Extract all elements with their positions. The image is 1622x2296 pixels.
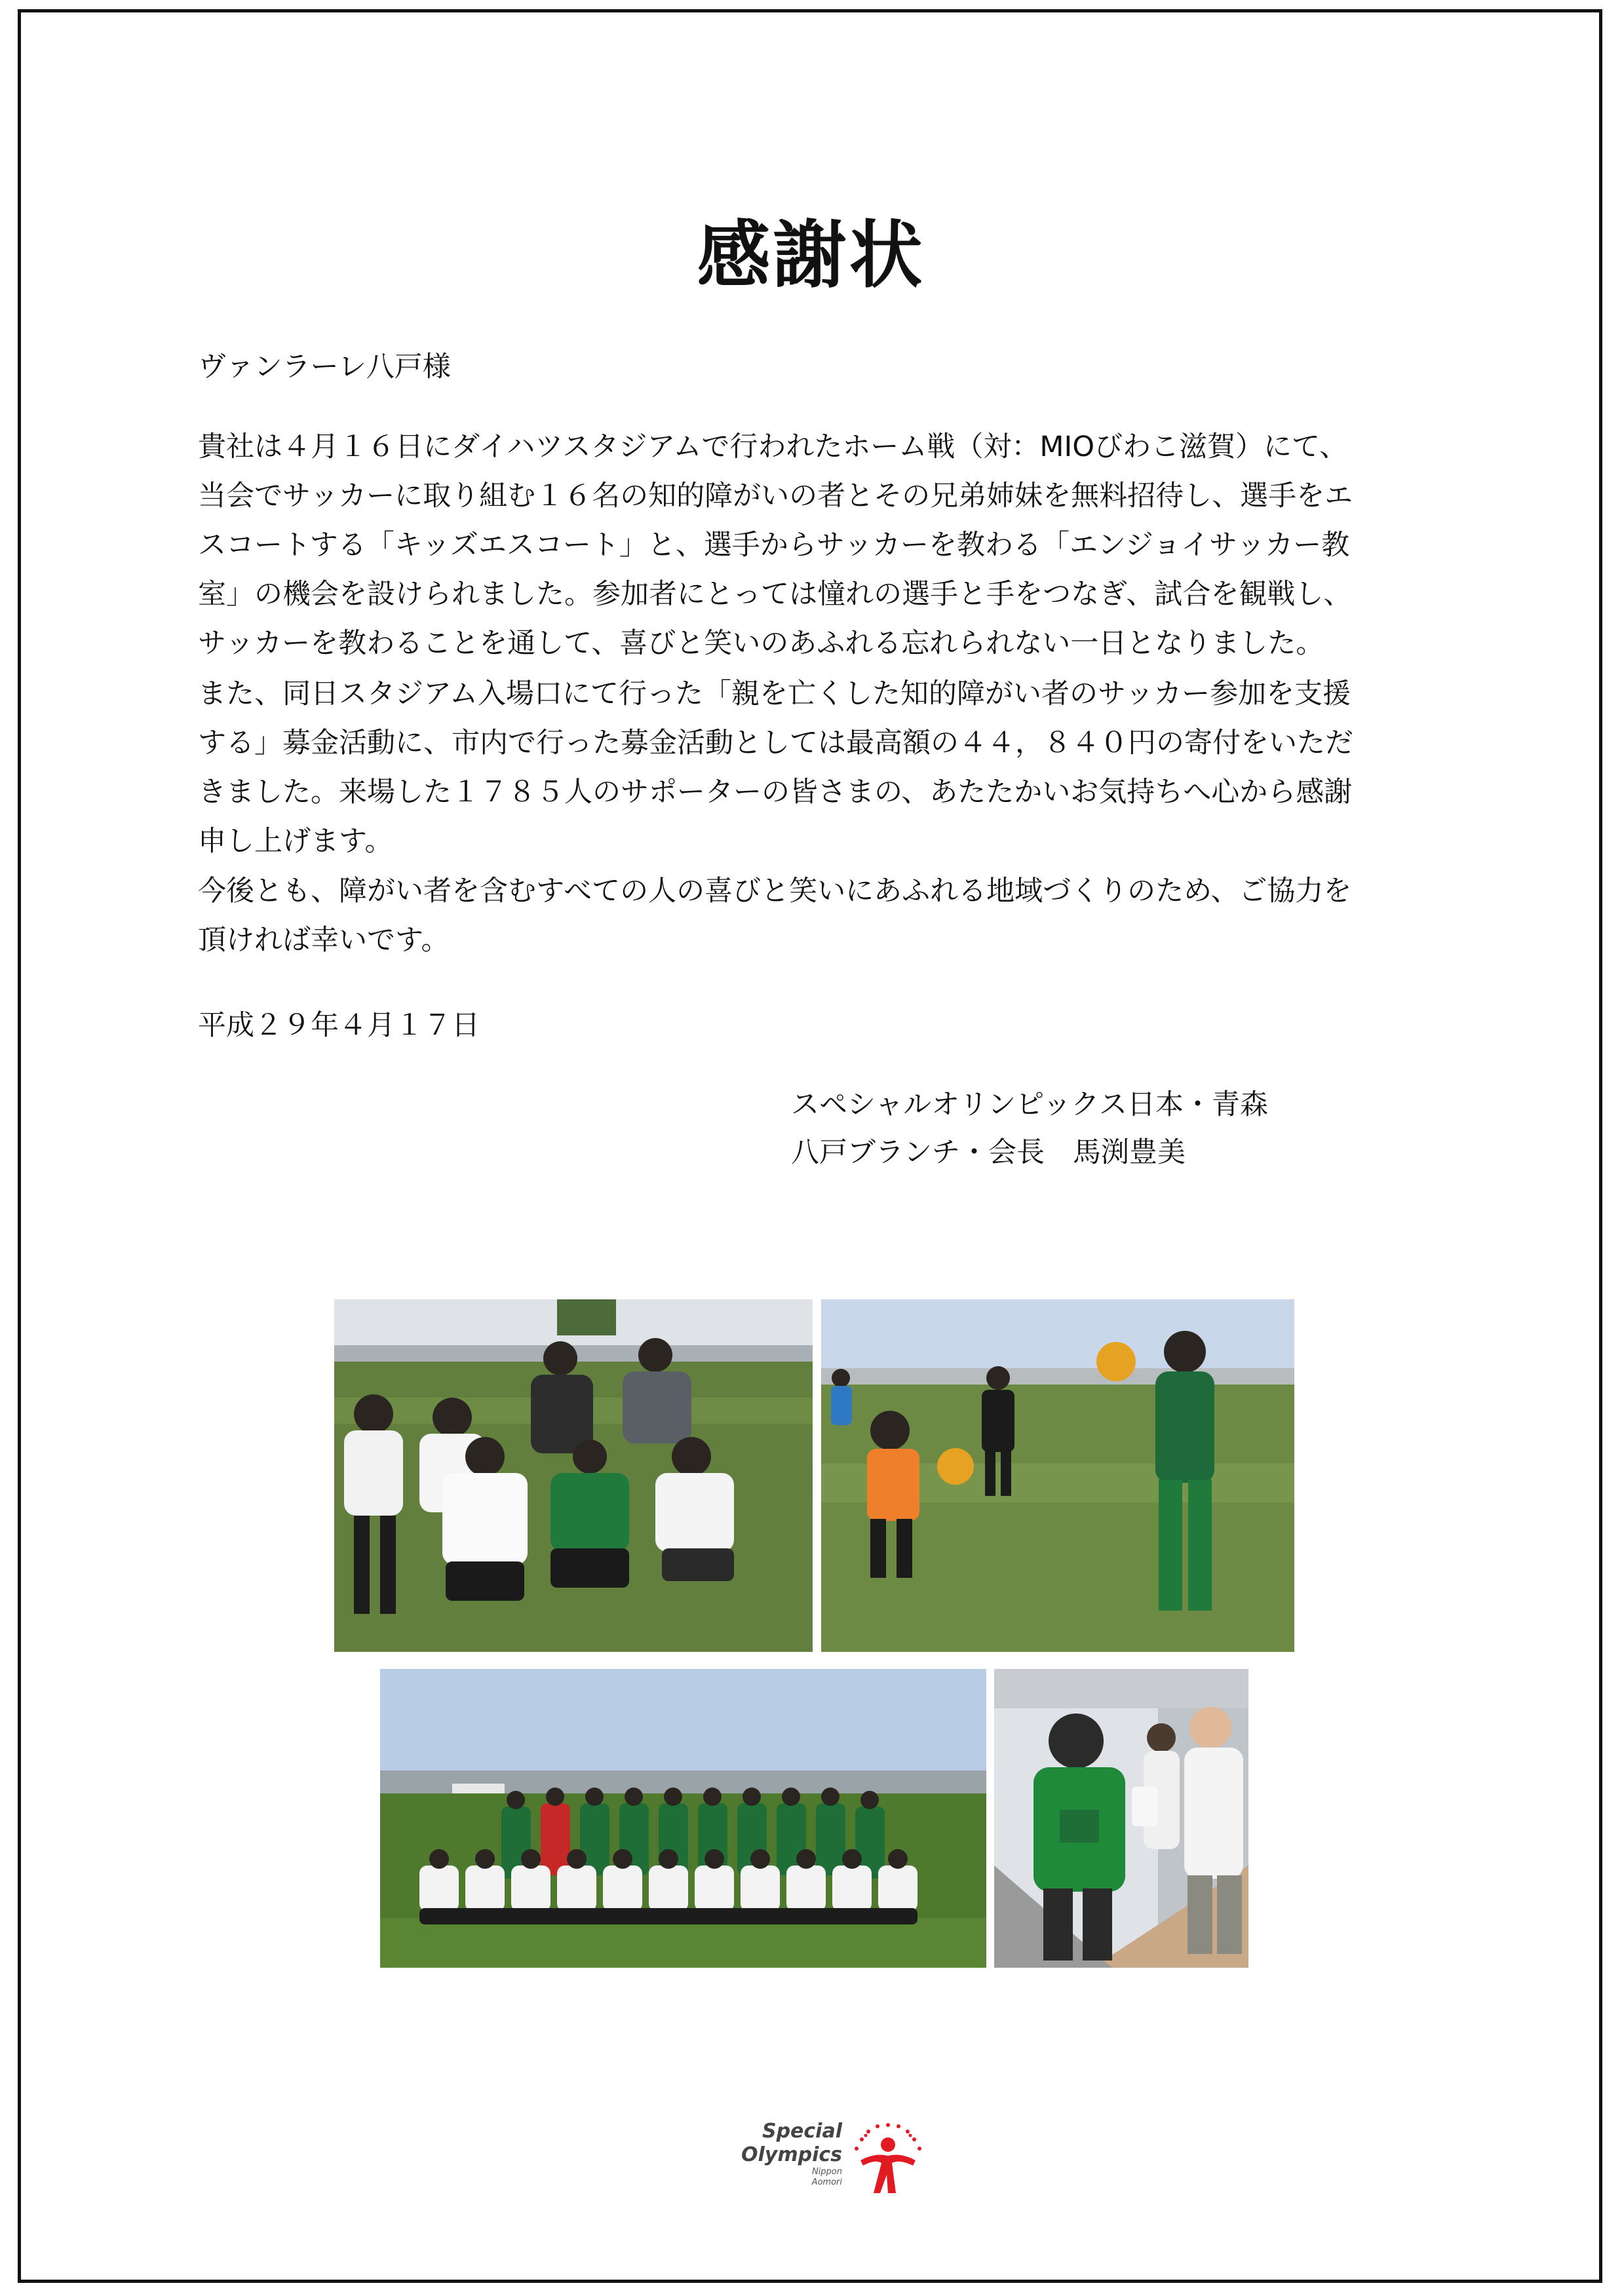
logo-line-nippon: Nippon bbox=[811, 2167, 842, 2177]
addressee: ヴァンラーレ八戸様 bbox=[198, 351, 451, 383]
logo-line-special: Special bbox=[762, 2120, 842, 2143]
paragraph-3 bbox=[198, 867, 1443, 965]
paragraph-1 bbox=[198, 423, 1443, 668]
paragraph-line: 当会でサッカーに取り組む１６名の知的障がいの者とその兄弟姉妹を無料招待し、選手をエ bbox=[198, 480, 1353, 512]
signature-name: 八戸ブランチ・会長 馬渕豊美 bbox=[791, 1136, 1186, 1169]
paragraph-line: する」募金活動に、市内で行った募金活動としては最高額の４４，８４０円の寄付をいただ bbox=[198, 727, 1353, 759]
paragraph-line: サッカーを教わることを通して、喜びと笑いのあふれる忘れられない一日となりました。 bbox=[198, 627, 1324, 660]
paragraph-line: 今後とも、障がい者を含むすべての人の喜びと笑いにあふれる地域づくりのため、ご協力を bbox=[198, 875, 1352, 908]
paragraph-line: また、同日スタジアム入場口にて行った「親を亡くした知的障がい者のサッカー参加を支援 bbox=[198, 678, 1351, 710]
photo-ball-handoff bbox=[821, 1299, 1294, 1652]
document-date: 平成２９年４月１７日 bbox=[198, 1009, 480, 1042]
special-olympics-logo bbox=[711, 2120, 934, 2205]
logo-line-aomori: Aomori bbox=[811, 2177, 842, 2187]
paragraph-2 bbox=[198, 670, 1443, 866]
paragraph-line: スコートする「キッズエスコート」と、選手からサッカーを教わる「エンジョイサッカー教 bbox=[198, 529, 1350, 562]
photo-group bbox=[380, 1669, 986, 1968]
paragraph-line: 頂ければ幸いです。 bbox=[198, 924, 450, 957]
special-olympics-emblem-icon bbox=[849, 2120, 927, 2198]
paragraph-line: 貴社は４月１６日にダイハツスタジアムで行われたホーム戦（対：MIOびわこ滋賀）にて、 bbox=[198, 430, 1348, 463]
paragraph-line: 申し上げます。 bbox=[198, 825, 393, 858]
signature-organization: スペシャルオリンピックス日本・青森 bbox=[791, 1088, 1268, 1121]
logo-line-olympics: Olympics bbox=[741, 2143, 842, 2166]
signature-block bbox=[791, 1081, 1268, 1177]
paragraph-line: 室」の機会を設けられました。参加者にとっては憧れの選手と手をつなぎ、試合を観戦し、 bbox=[198, 578, 1352, 611]
paragraph-line: きました。来場した１７８５人のサポーターの皆さまの、あたたかいお気持ちへ心から感謝 bbox=[198, 776, 1353, 809]
document-title: 感謝状 bbox=[697, 213, 925, 298]
photo-fundraising bbox=[994, 1669, 1248, 1968]
logo-wordmark bbox=[711, 2120, 842, 2188]
photo-children-posing bbox=[334, 1299, 813, 1652]
